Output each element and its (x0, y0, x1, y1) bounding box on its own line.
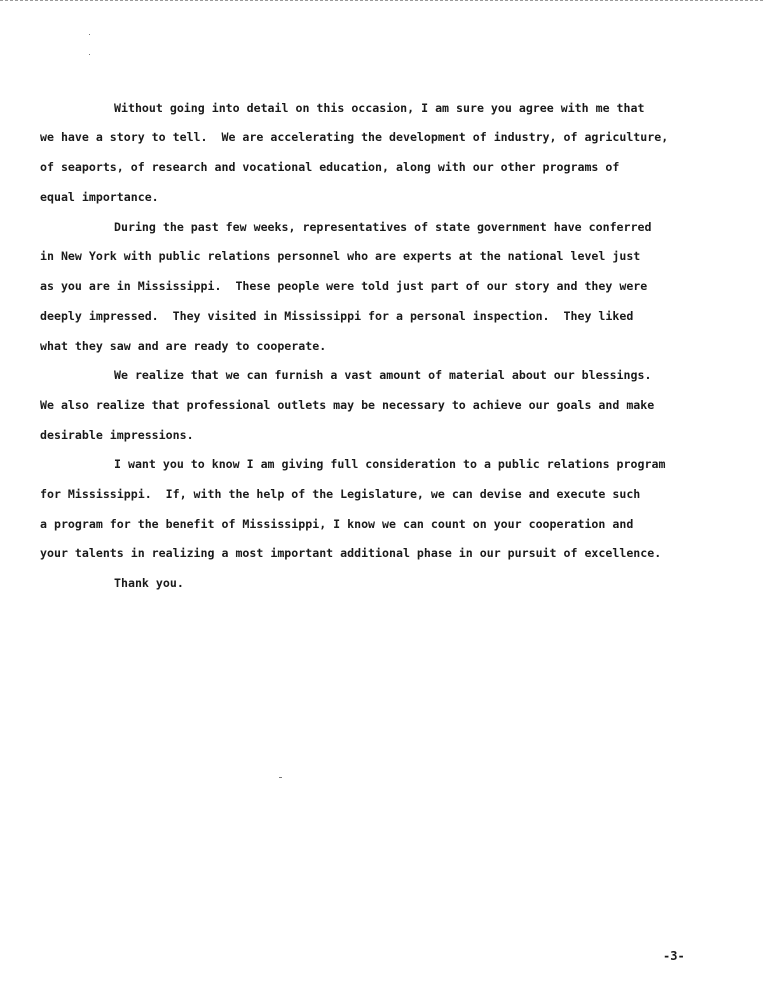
text-line: We also realize that professional outlets may be necessary to achieve our goals and make (40, 398, 655, 412)
scan-speck (89, 54, 90, 55)
text-line: we have a story to tell. We are accelerating the development of industry, of agriculture, (40, 130, 669, 144)
text-line: During the past few weeks, representatives of state government have conferred (114, 220, 652, 234)
text-line: I want you to know I am giving full consideration to a public relations program (114, 457, 666, 471)
scan-speck (89, 34, 90, 35)
text-line: as you are in Mississippi. These people were told just part of our story and they were (40, 279, 648, 293)
text-line: desirable impressions. (40, 428, 194, 442)
page-number: -3- (663, 949, 685, 963)
text-line: what they saw and are ready to cooperate. (40, 339, 327, 353)
text-line: deeply impressed. They visited in Mississippi for a personal inspection. They liked (40, 309, 634, 323)
scan-speck (279, 777, 282, 778)
text-line: of seaports, of research and vocational education, along with our other programs of (40, 160, 620, 174)
text-line: equal importance. (40, 190, 159, 204)
page-top-edge (0, 0, 763, 1)
text-line: Without going into detail on this occasion, I am sure you agree with me that (114, 101, 645, 115)
text-line: your talents in realizing a most important additional phase in our pursuit of excellence. (40, 546, 662, 560)
text-line: in New York with public relations personnel who are experts at the national level just (40, 249, 641, 263)
closing-line: Thank you. (114, 576, 184, 590)
text-line: a program for the benefit of Mississippi, I know we can count on your cooperation and (40, 517, 634, 531)
text-line: We realize that we can furnish a vast amount of material about our blessings. (114, 368, 652, 382)
text-line: for Mississippi. If, with the help of the Legislature, we can devise and execute such (40, 487, 641, 501)
